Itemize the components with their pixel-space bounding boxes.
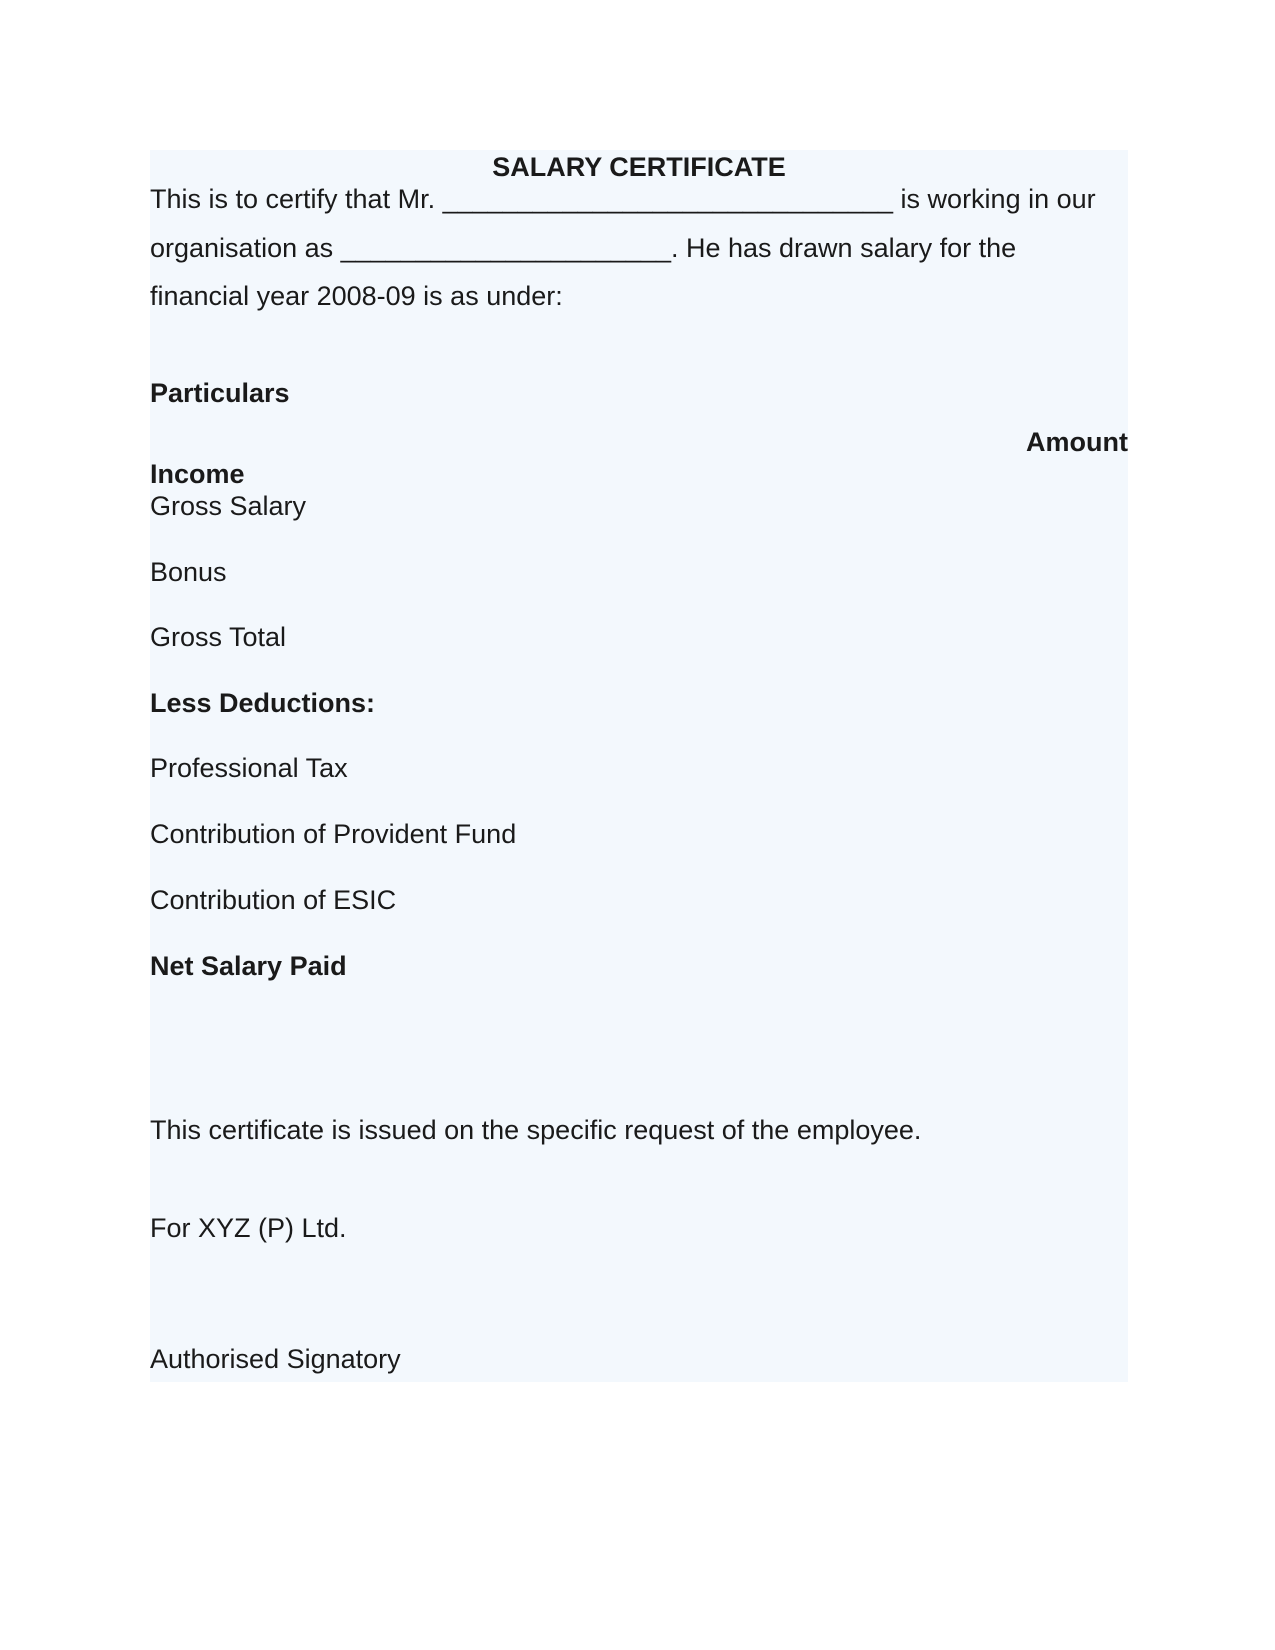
deduction-item-professional-tax: Professional Tax	[150, 753, 348, 783]
signatory-label: Authorised Signatory	[150, 1344, 401, 1374]
company-name: For XYZ (P) Ltd.	[150, 1213, 347, 1243]
deduction-item-provident-fund: Contribution of Provident Fund	[150, 819, 517, 849]
issue-note: This certificate is issued on the specific request of the employee.	[150, 1115, 922, 1145]
intro-line-1: This is to certify that Mr. ______________________________ is working in our	[150, 184, 1096, 214]
certificate-title: SALARY CERTIFICATE	[492, 152, 786, 182]
income-item-gross-salary: Gross Salary	[150, 491, 307, 521]
amount-header: Amount	[1026, 427, 1128, 457]
deduction-item-esic: Contribution of ESIC	[150, 885, 397, 915]
income-item-bonus: Bonus	[150, 557, 227, 587]
income-item-gross-total: Gross Total	[150, 622, 287, 652]
intro-line-3: financial year 2008-09 is as under:	[150, 281, 563, 311]
deductions-header: Less Deductions:	[150, 688, 376, 718]
particulars-header: Particulars	[150, 378, 290, 408]
intro-line-2: organisation as ______________________. He has drawn salary for the	[150, 233, 1017, 263]
income-header: Income	[150, 459, 245, 489]
net-salary-label: Net Salary Paid	[150, 951, 347, 981]
